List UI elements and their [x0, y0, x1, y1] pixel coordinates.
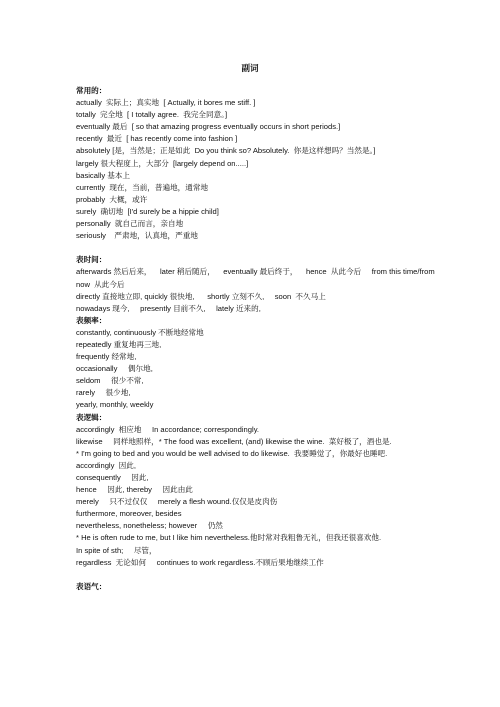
list-item: rarely 很少地, [76, 388, 131, 398]
list-item: accordingly 因此, [76, 460, 136, 470]
document-body [76, 85, 436, 593]
list-item: eventually 最后 [ so that amazing progress eventually occurs in short periods.] [76, 122, 341, 132]
list-item: recently 最近 [ has recently come into fashion ] [76, 134, 238, 144]
section-heading-time: 表时间： [76, 255, 107, 265]
list-item: seldom 很少不常, [76, 376, 144, 386]
list-item: likewise 同样地照样，* The food was excellent, (and) likewise the wine. 菜好极了，酒也是. [76, 436, 392, 446]
section-heading-frequency: 表频率： [76, 315, 107, 325]
section-gap [76, 242, 436, 254]
section-heading-tone: 表语气： [76, 581, 107, 591]
list-item: accordingly 相应地 In accordance; correspondingly. [76, 424, 260, 434]
list-item: regardless 无论如何 continues to work regardless.不顾后果地继续工作 [76, 557, 324, 567]
list-item: merely 只不过仅仅 merely a flesh wound.仅仅是皮肉伤 [76, 497, 278, 507]
section-gap [76, 569, 436, 581]
list-item: largely 很大程度上，大部分 [largely depend on.....] [76, 158, 249, 168]
list-item: nevertheless, nonetheless; however 仍然 [76, 521, 223, 531]
list-item: furthermore, moreover, besides [76, 509, 182, 519]
list-item: directly 直接地立即, quickly 很快地, shortly 立刻不久, soon 不久马上 [76, 291, 326, 301]
list-item: constantly, continuously 不断地经常地 [76, 327, 204, 337]
list-item: consequently 因此, [76, 473, 149, 482]
list-item: currently 现在，当前，普遍地，通常地 [76, 182, 209, 192]
list-item: seriously 严肃地，认真地，严重地 [76, 231, 198, 241]
list-item: totally 完全地 [ I totally agree. 我完全同意。] [76, 110, 228, 120]
list-item: repeatedly 重复地再三地, [76, 339, 162, 349]
page-title: 副词 [241, 63, 259, 73]
list-item: occasionally 偶尔地, [76, 364, 153, 374]
list-item: * I'm going to bed and you would be well advised to do likewise. 我要睡觉了，你最好也睡吧. [76, 448, 388, 458]
list-item: frequently 经常地, [76, 352, 137, 362]
list-item: actually 实际上；真实地 [ Actually, it bores me stiff. ] [76, 98, 256, 108]
list-item: nowadays 现今, presently 目前不久, lately 近来的, [76, 303, 261, 313]
list-item: surely 确切地 [I'd surely be a hippie child] [76, 206, 219, 216]
list-item: personally 就自己而言，亲自地 [76, 219, 184, 229]
list-item: In spite of sth; 尽管， [76, 545, 157, 555]
list-item: absolutely [是，当然是；正是如此 Do you think so? Absolutely. 你是这样想吗？当然是。] [76, 146, 376, 156]
list-item: probably 大概，或许 [76, 194, 148, 204]
list-item: basically 基本上 [76, 170, 131, 180]
section-heading-logic: 表逻辑： [76, 412, 107, 422]
list-item: * He is often rude to me, but I like him nevertheless.他时常对我粗鲁无礼，但我还很喜欢他. [76, 533, 382, 543]
list-item: hence 因此, thereby 因此由此 [76, 485, 193, 495]
list-item: yearly, monthly, weekly [76, 400, 154, 410]
list-item: afterwards 然后后来， later 稍后随后， eventually 最后终于， hence 从此今后 from this time/from now 从此今后 [76, 267, 437, 289]
section-heading-common: 常用的： [76, 86, 107, 95]
